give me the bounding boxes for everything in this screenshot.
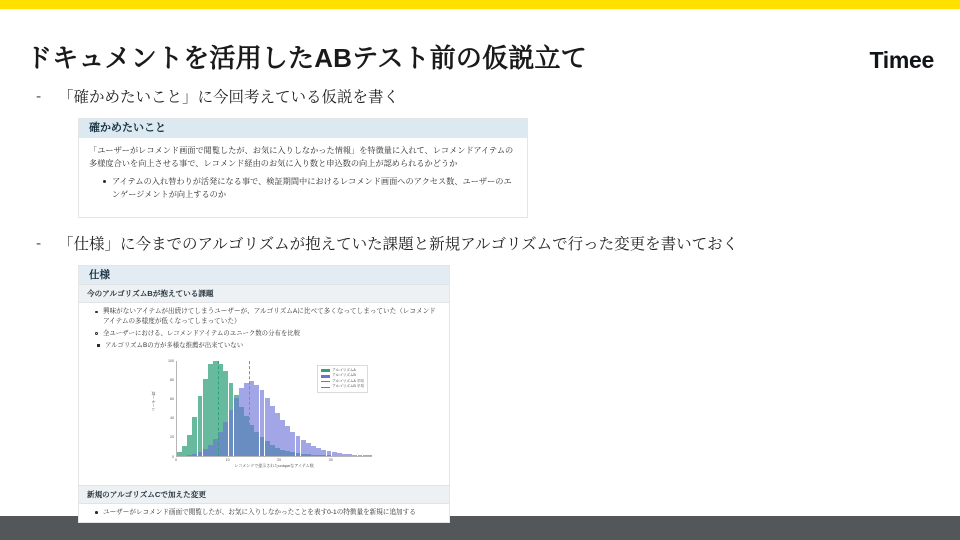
chart-x-tick: 10	[225, 457, 230, 462]
chart-x-axis-label: レコメンドで提示されたuniqueなアイテム数	[234, 462, 314, 468]
chart-bar	[203, 449, 208, 456]
doc2-heading: 仕様	[79, 266, 449, 284]
chart-y-tick: 0	[172, 454, 174, 459]
chart-mean-line	[218, 361, 219, 456]
doc2-section2-list	[79, 508, 449, 518]
bullet-label: 「仕様」に今までのアルゴリズムが抱えていた課題と新規アルゴリズムで行った変更を書いておく	[58, 236, 739, 253]
chart-x-tick: 30	[328, 457, 333, 462]
chart-legend-item	[321, 384, 364, 390]
chart-bar	[198, 396, 203, 456]
bullet-dash: -	[36, 235, 42, 252]
chart-mean-line	[249, 361, 250, 456]
chart-legend	[317, 365, 368, 393]
chart-bar	[239, 388, 244, 455]
chart-y-tick: 20	[170, 435, 174, 440]
chart-bar	[342, 454, 347, 456]
doc2-level2-list	[79, 329, 449, 339]
doc2-level1-item: 興味がないアイテムが出続けてしまうユーザーが、アルゴリズムAに比べて多くなってしまっていた（レコメンドアイテムの多様度が低くなってしまっていた）	[95, 307, 441, 327]
legend-swatch	[321, 369, 330, 372]
bullet-item-2	[36, 235, 738, 254]
bullet-label: 「確かめたいこと」に今回考えている仮説を書く	[58, 89, 400, 106]
chart-bar	[332, 452, 337, 456]
chart-bar	[208, 364, 213, 455]
chart-y-ticks	[156, 357, 175, 457]
chart-y-tick: 80	[170, 377, 174, 382]
chart-bar	[301, 440, 306, 455]
chart-bar	[352, 455, 357, 456]
doc2-level2-item: 全ユーザーにおける、レコメンドアイテムのユニーク数の分布を比較	[95, 329, 449, 339]
chart-bar	[187, 435, 192, 456]
chart-bar	[229, 410, 234, 456]
chart-bar	[363, 455, 368, 456]
document-screenshot-kakumetai	[78, 118, 528, 218]
chart-bar	[296, 436, 301, 455]
legend-swatch	[321, 375, 330, 378]
doc1-body	[79, 138, 527, 205]
chart-bar	[208, 445, 213, 456]
doc1-sub-item: アイテムの入れ替わりが活発になる事で、検証期間中におけるレコメンド画面へのアクセス数、ユーザーのエンゲージメントが向上するのか	[103, 175, 517, 202]
chart-bar	[321, 450, 326, 456]
legend-label: アルゴリズムA 平均	[332, 378, 364, 383]
chart-x-tick: 0	[175, 457, 177, 462]
doc1-sub-list	[89, 175, 517, 202]
chart-plot-area	[176, 361, 372, 457]
chart-bar	[311, 446, 316, 456]
chart-bar	[280, 420, 285, 456]
chart-bar	[347, 454, 352, 456]
doc1-paragraph: 「ユーザーがレコメンド画面で閲覧したが、お気に入りしなかった情報」を特徴量に入れて、レコメンドアイテムの多様度合いを向上させる事で、レコメンド経由のお気に入り数と申込数の向上が認められるかどうか	[89, 146, 514, 169]
chart-bar	[177, 452, 182, 456]
legend-swatch	[321, 381, 330, 382]
document-screenshot-shiyou	[78, 265, 450, 523]
chart-bar	[337, 453, 342, 456]
legend-label: アルゴリズムB 平均	[332, 384, 364, 389]
chart-bar	[260, 390, 265, 455]
chart-y-tick: 40	[170, 416, 174, 421]
chart-x-tick: 20	[277, 457, 282, 462]
timee-logo: Timee	[869, 47, 934, 73]
chart-bar	[213, 439, 218, 455]
chart-bar	[270, 406, 275, 456]
chart-bar	[198, 452, 203, 456]
chart-bar	[275, 413, 280, 455]
chart-bar	[358, 455, 363, 456]
chart-bar	[316, 448, 321, 456]
legend-label: アルゴリズムB	[332, 373, 356, 378]
doc2-level3-list	[79, 341, 449, 351]
chart-bar	[223, 422, 228, 456]
chart-bar	[285, 426, 290, 456]
doc2-level1-list	[79, 307, 449, 327]
chart-bar	[290, 432, 295, 456]
chart-bar	[306, 443, 311, 455]
chart-y-tick: 100	[168, 358, 174, 363]
chart-bar	[254, 385, 259, 456]
doc2-section2-item: ユーザーがレコメンド画面で閲覧したが、お気に入りしなかったことを表す0-1の特徴量を新規に追加する	[95, 508, 441, 518]
doc1-heading: 確かめたいこと	[79, 119, 527, 138]
page-title: ドキュメントを活用したABテスト前の仮説立て	[26, 43, 587, 73]
chart-bar	[244, 383, 249, 456]
chart-bar	[192, 454, 197, 456]
chart-y-axis-label: ユーザー数	[151, 390, 155, 412]
bullet-item-1	[36, 88, 399, 107]
doc2-section2-heading: 新規のアルゴリズムCで加えた変更	[79, 485, 449, 504]
top-accent-bar	[0, 0, 960, 9]
chart-bar	[187, 455, 192, 456]
bullet-dash: -	[36, 88, 42, 105]
doc2-section1-heading: 今のアルゴリズムBが抱えている課題	[79, 284, 449, 303]
legend-label: アルゴリズムA	[332, 367, 356, 372]
chart-bar	[327, 451, 332, 456]
chart-bar	[182, 446, 187, 456]
chart-bar	[265, 398, 270, 456]
doc2-level3-item: アルゴリズムBの方が多様な推薦が出来ていない	[97, 341, 449, 351]
chart-bar	[192, 417, 197, 455]
legend-swatch	[321, 387, 330, 388]
chart-bar	[234, 398, 239, 456]
histogram-chart	[148, 357, 380, 479]
chart-bar	[368, 455, 372, 456]
chart-bar	[203, 379, 208, 456]
chart-y-tick: 60	[170, 397, 174, 402]
